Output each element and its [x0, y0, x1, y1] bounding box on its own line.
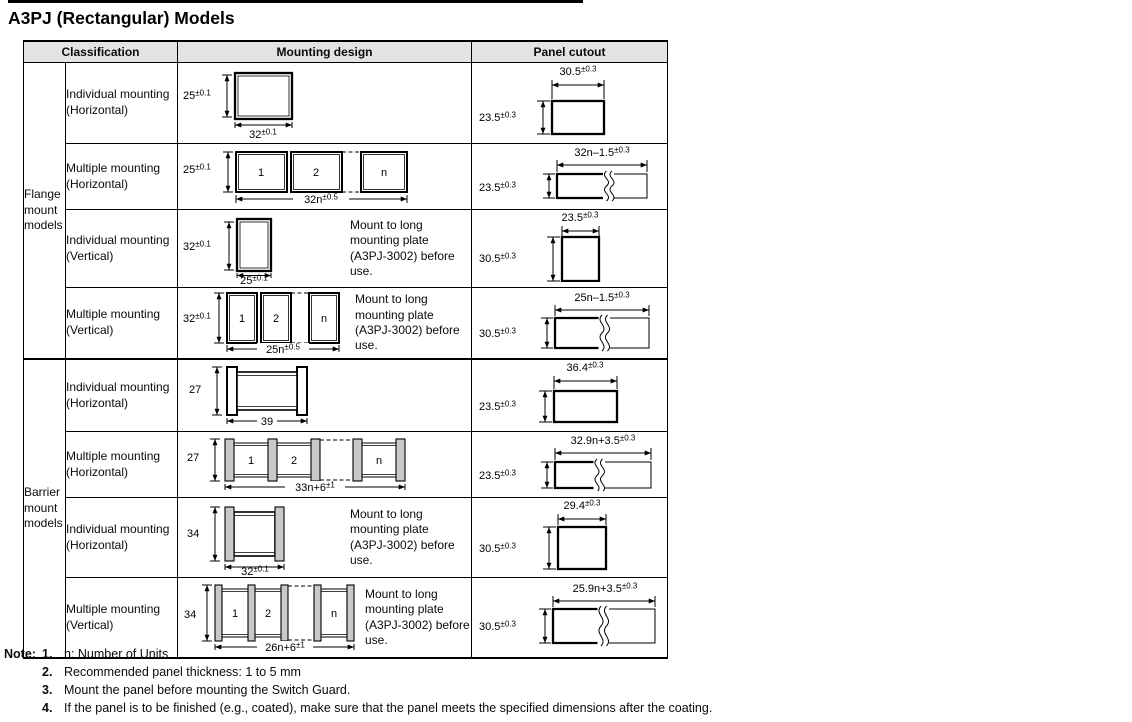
width-dim-label: $32^{\pm 0.1}$	[249, 127, 277, 140]
unit-number: n	[320, 313, 328, 325]
classification-label: Multiple mounting (Horizontal)	[66, 432, 178, 498]
height-dim-label: $25^{\pm 0.1}$	[183, 88, 211, 102]
cutout-height-label: $23.5^{\pm 0.3}$	[479, 180, 516, 194]
unit-number: 1	[231, 607, 239, 620]
width-dim-label: $25^{\pm 0.1}$	[240, 273, 268, 284]
cutout-height-label: $23.5^{\pm 0.3}$	[479, 110, 516, 124]
unit-number: 1	[238, 313, 246, 325]
cutout-width-label: $25.9n+3.5^{\pm 0.3}$	[572, 581, 638, 595]
cutout-width-label: $32.9n+3.5^{\pm 0.3}$	[570, 433, 636, 447]
cutout-height-label: $23.5^{\pm 0.3}$	[479, 399, 516, 413]
height-dim-label: $32^{\pm 0.1}$	[183, 239, 211, 253]
width-dim-label: $32n^{\pm 0.5}$	[304, 192, 338, 206]
table-row	[24, 498, 668, 578]
cutout-width-label: $30.5^{\pm 0.3}$	[559, 64, 597, 78]
mounting-design-cell	[178, 359, 472, 432]
mounting-note: Mount to long mounting plate (A3PJ-3002) before use.	[355, 292, 460, 353]
panel-cutout-cell	[472, 432, 668, 498]
mounting-design-cell	[178, 432, 472, 498]
note-text: If the panel is to be finished (e.g., coated), make sure that the panel meets the specified dimensions after the coating.	[64, 700, 713, 715]
note-number: 1.	[42, 647, 53, 661]
mounting-design-cell	[178, 498, 472, 578]
unit-number: 1	[247, 454, 255, 467]
table-row	[24, 210, 668, 288]
header-classification: Classification	[24, 41, 178, 63]
panel-cutout-diagram	[477, 145, 662, 203]
cutout-width-label: $23.5^{\pm 0.3}$	[561, 210, 599, 224]
header-panel-cutout: Panel cutout	[472, 41, 668, 63]
table-row	[24, 432, 668, 498]
group-label-flange: Flange mount models	[24, 63, 66, 360]
cutout-height-label: $30.5^{\pm 0.3}$	[479, 619, 516, 633]
note-text: Recommended panel thickness: 1 to 5 mm	[64, 664, 301, 679]
cutout-width-label: $36.4^{\pm 0.3}$	[566, 360, 604, 374]
classification-label: Individual mounting (Horizontal)	[66, 63, 178, 144]
unit-number: 2	[290, 454, 298, 467]
height-dim-label: 34	[187, 527, 200, 540]
table-row	[24, 144, 668, 210]
width-dim-label: $26n+6^{\pm 1}$	[265, 640, 305, 654]
mounting-design-diagram	[181, 289, 351, 357]
height-dim-label: 27	[187, 451, 200, 464]
classification-label: Multiple mounting (Vertical)	[66, 578, 178, 659]
panel-cutout-cell	[472, 63, 668, 144]
panel-cutout-diagram	[477, 360, 662, 426]
cutout-height-label: $23.5^{\pm 0.3}$	[479, 468, 516, 482]
note-number: 2.	[42, 664, 53, 679]
unit-number: n	[380, 166, 388, 179]
panel-cutout-diagram	[477, 210, 662, 282]
note-text: n: Number of Units	[64, 647, 169, 661]
note-number: 3.	[42, 682, 53, 697]
cutout-width-label: $32n-1.5^{\pm 0.3}$	[574, 145, 630, 159]
panel-cutout-cell	[472, 210, 668, 288]
classification-label: Multiple mounting (Horizontal)	[66, 144, 178, 210]
unit-number: 2	[312, 166, 320, 179]
panel-cutout-diagram	[477, 433, 662, 491]
header-mounting-design: Mounting design	[178, 41, 472, 63]
classification-label: Multiple mounting (Vertical)	[66, 288, 178, 360]
width-dim-label: $25n^{\pm 0.5}$	[266, 342, 300, 356]
width-dim-label: $32^{\pm 0.1}$	[241, 564, 269, 575]
width-dim-label: 39	[260, 415, 274, 428]
cutout-height-label: $30.5^{\pm 0.3}$	[479, 326, 516, 340]
page-title: A3PJ (Rectangular) Models	[8, 8, 235, 28]
cutout-height-label: $30.5^{\pm 0.3}$	[479, 541, 516, 555]
group-label-barrier: Barrier mount models	[24, 359, 66, 658]
table-row	[24, 359, 668, 432]
mounting-design-diagram	[181, 362, 346, 430]
mounting-design-diagram	[181, 214, 346, 284]
classification-label: Individual mounting (Horizontal)	[66, 498, 178, 578]
mounting-design-cell	[178, 288, 472, 360]
width-dim-label: $33n+6^{\pm 1}$	[295, 480, 335, 494]
panel-cutout-cell	[472, 498, 668, 578]
height-dim-label: $32^{\pm 0.1}$	[183, 311, 211, 325]
mounting-design-diagram	[181, 66, 351, 140]
mounting-design-cell	[178, 210, 472, 288]
height-dim-label: 34	[184, 608, 197, 621]
notes-label: Note:	[4, 647, 36, 661]
classification-label: Individual mounting (Vertical)	[66, 210, 178, 288]
panel-cutout-diagram	[477, 498, 662, 572]
mounting-design-diagram	[181, 434, 421, 496]
mounting-note: Mount to long mounting plate (A3PJ-3002) before use.	[350, 217, 455, 278]
panel-cutout-diagram	[477, 64, 662, 138]
classification-label: Individual mounting (Horizontal)	[66, 359, 178, 432]
mounting-note: Mount to long mounting plate (A3PJ-3002) before use.	[350, 506, 455, 567]
mounting-design-cell	[178, 63, 472, 144]
unit-number: n	[330, 607, 338, 620]
mounting-design-diagram	[181, 580, 361, 656]
panel-cutout-diagram	[477, 581, 662, 649]
notes	[4, 646, 1124, 717]
table-row	[24, 288, 668, 360]
unit-number: 2	[272, 313, 280, 325]
panel-cutout-diagram	[477, 290, 662, 352]
unit-number: 1	[257, 166, 265, 179]
height-dim-label: $25^{\pm 0.1}$	[183, 162, 211, 176]
table-row	[24, 63, 668, 144]
panel-cutout-cell	[472, 288, 668, 360]
models-table	[23, 40, 668, 659]
unit-number: 2	[264, 607, 272, 620]
header-row	[24, 41, 668, 63]
cutout-height-label: $30.5^{\pm 0.3}$	[479, 251, 516, 265]
mounting-design-diagram	[181, 146, 416, 208]
cutout-width-label: $25n-1.5^{\pm 0.3}$	[574, 290, 630, 304]
note-text: Mount the panel before mounting the Switch Guard.	[64, 682, 351, 697]
cutout-width-label: $29.4^{\pm 0.3}$	[563, 498, 601, 512]
panel-cutout-cell	[472, 359, 668, 432]
mounting-note: Mount to long mounting plate (A3PJ-3002) before use.	[365, 586, 470, 647]
height-dim-label: 27	[189, 383, 202, 396]
unit-number: n	[375, 454, 383, 467]
top-divider	[8, 0, 583, 3]
mounting-design-cell	[178, 144, 472, 210]
mounting-design-diagram	[181, 501, 346, 575]
note-number: 4.	[42, 700, 53, 715]
panel-cutout-cell	[472, 144, 668, 210]
